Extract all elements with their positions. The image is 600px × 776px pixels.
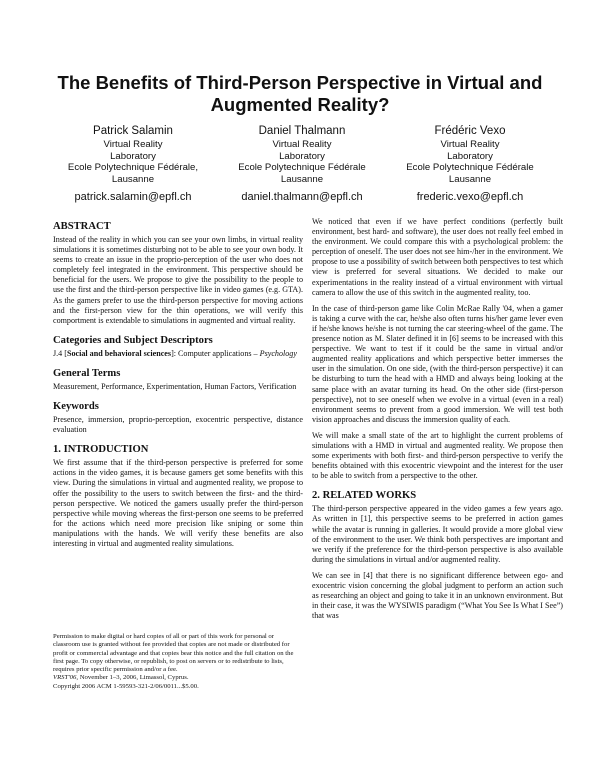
- categories-code: J.4 [: [53, 348, 67, 358]
- keywords-text: Presence, immersion, proprio-perception, exocentric perspective, distance evaluation: [53, 415, 303, 435]
- paper-title: The Benefits of Third-Person Perspective in Virtual and Augmented Reality?: [57, 72, 543, 115]
- body-paragraph: We noticed that even if we have perfect conditions (perfectly built environment, best hard- and software), the user does not really feel embed in the environment. We could compare this with a psychological problem: the perception of oneself. The user does not see him-/her in the environment. We propose to use a possibility of switch between both perspectives to test which view is preferred for several situations. We decided to make our experimentations in the reality instead of a virtual environment with virtual camera to allow the use of this switch in the augmented reality, too.: [312, 217, 563, 297]
- author-affiliation-line: Ecole Polytechnique Fédérale,: [67, 162, 199, 173]
- author-affiliation-line: Virtual Reality: [103, 139, 163, 150]
- copyright-line: Copyright 2006 ACM 1-59593-321-2/06/0011...$5.00.: [53, 682, 199, 690]
- categories-heading: Categories and Subject Descriptors: [53, 334, 213, 346]
- body-paragraph: The third-person perspective appeared in the video games a few years ago. As written in [1], this perspective seems to be preferred in action games while the avatar is running in galleries. It would provide a more global view of the environment to the user. We think both perspectives are important and we verify if the preference for the third-person perspective is also available during the simulations in virtual and/or augmented reality.: [312, 504, 563, 564]
- introduction-heading: 1. INTRODUCTION: [53, 444, 149, 456]
- categories-text: [53, 349, 303, 359]
- venue-details: , November 1–3, 2006, Limassol, Cyprus.: [76, 674, 189, 682]
- author-affiliation-line: Lausanne: [448, 173, 492, 185]
- author-vexo: [380, 124, 560, 204]
- categories-bold: Social and behavioral sciences: [66, 348, 172, 358]
- body-paragraph: We can see in [4] that there is no significant difference between ego- and exocentric vision concerning the global judgment to perform an action such as researching an object and going to take it in an unknown environment. But in their case, it was the WYSIWIS paradigm (“What You See Is What I See”) that was: [312, 570, 563, 621]
- author-affiliation-line: Laboratory: [110, 150, 156, 162]
- permission-notice: [53, 633, 301, 691]
- author-salamin: [43, 124, 223, 204]
- author-affiliation-line: Lausanne: [111, 173, 155, 185]
- author-thalmann: [212, 124, 392, 204]
- author-affiliation-line: Lausanne: [280, 173, 324, 185]
- author-email: daniel.thalmann@epfl.ch: [241, 191, 363, 203]
- body-paragraph: In the case of third-person game like Colin McRae Rally '04, when a gamer is taking a curve with the car, he/she also often turns his/her game lever even if he/she knows he/she is not turning the car steering-wheel of the game. The presence notion as M. Slater defined it in [6] seems to be increased with this perspective. We want to test if it could be the same in virtual and/or augmented reality applications and which perspective better immerses the user in the simulation. On one side, (with the third-person perspective) it can be disturbing to turn the head with a HMD and always being looking at the same place with an avatar turning its head. On the other side (first-person perspective), not to see oneself when we evolve in a virtual (even in a real) environment seems to prevent from a good immersion. We will test both vision approaches and discuss the immersion quality of each.: [312, 303, 563, 424]
- terms-text: Measurement, Performance, Experimentation, Human Factors, Verification: [53, 381, 297, 391]
- venue-name: VRST'06: [53, 674, 77, 682]
- author-affiliation-line: Ecole Polytechnique Fédérale: [238, 162, 366, 173]
- terms-heading: General Terms: [53, 367, 121, 379]
- categories-italic: Psychology: [259, 348, 297, 358]
- author-name: Patrick Salamin: [93, 125, 173, 137]
- right-column: [312, 217, 563, 627]
- left-column: [53, 218, 303, 555]
- abstract-text: Instead of the reality in which you can see your own limbs, in virtual reality simulations it is sometimes disturbing not to be able to see your own body. It seems to create an issue in the proprio-perception of the user who does not completely feel integrated in the environment. This perspective should be beneficial for the users. We propose to give the possibility to the people to use the first and the third-person perspective like in video games (e.g. GTA). As the gamers prefer to use the third-person perspective for moving actions and the first-person view for the thin operations, we will verify this comportment is extendable to simulations in augmented and virtual reality.: [53, 235, 303, 325]
- author-affiliation-line: Ecole Polytechnique Fédérale: [406, 162, 534, 173]
- categories-rest: ]: Computer applications –: [171, 348, 258, 358]
- abstract-heading: ABSTRACT: [53, 221, 111, 232]
- author-affiliation-line: Virtual Reality: [440, 139, 500, 150]
- author-email: frederic.vexo@epfl.ch: [416, 191, 524, 203]
- introduction-text: We first assume that if the third-person perspective is preferred for some actions in the video games, it is because gamers get some benefits with this view. During the simulations in virtual and augmented reality, we propose to offer the possibility to the users to switch between the first- and the third-person perspective. We noticed the gamers usually prefer the third-person perspective while moving whereas the first-person one seems to be preferred for the actions which need more precision like sniping or some thin manipulations with the hands. We will verify these benefits are also interesting in virtual and augmented reality simulations.: [53, 458, 303, 548]
- related-works-heading: 2. RELATED WORKS: [312, 490, 417, 502]
- body-paragraph: We will make a small state of the art to highlight the current problems of simulations with a HMD in virtual and augmented reality. We propose then some experiments with both first- and third-person perspective to verify the benefits obtained with this exocentric viewpoint and the interest for the user to be able to switch from a perspective to the other.: [312, 430, 563, 481]
- venue-line: [53, 674, 301, 682]
- author-affiliation-line: Laboratory: [279, 150, 325, 162]
- author-email: patrick.salamin@epfl.ch: [74, 191, 192, 203]
- permission-text: Permission to make digital or hard copies of all or part of this work for personal or classroom use is granted without fee provided that copies are not made or distributed for profit or commercial advantage and that copies bear this notice and the full citation on the first page. To copy otherwise, or republish, to post on servers or to redistribute to lists, requires prior specific permission and/or a fee.: [53, 633, 294, 674]
- keywords-heading: Keywords: [53, 401, 99, 413]
- author-affiliation-line: Virtual Reality: [272, 139, 332, 150]
- author-name: Daniel Thalmann: [258, 125, 346, 137]
- author-name: Frédéric Vexo: [434, 125, 506, 137]
- author-affiliation-line: Laboratory: [447, 150, 493, 162]
